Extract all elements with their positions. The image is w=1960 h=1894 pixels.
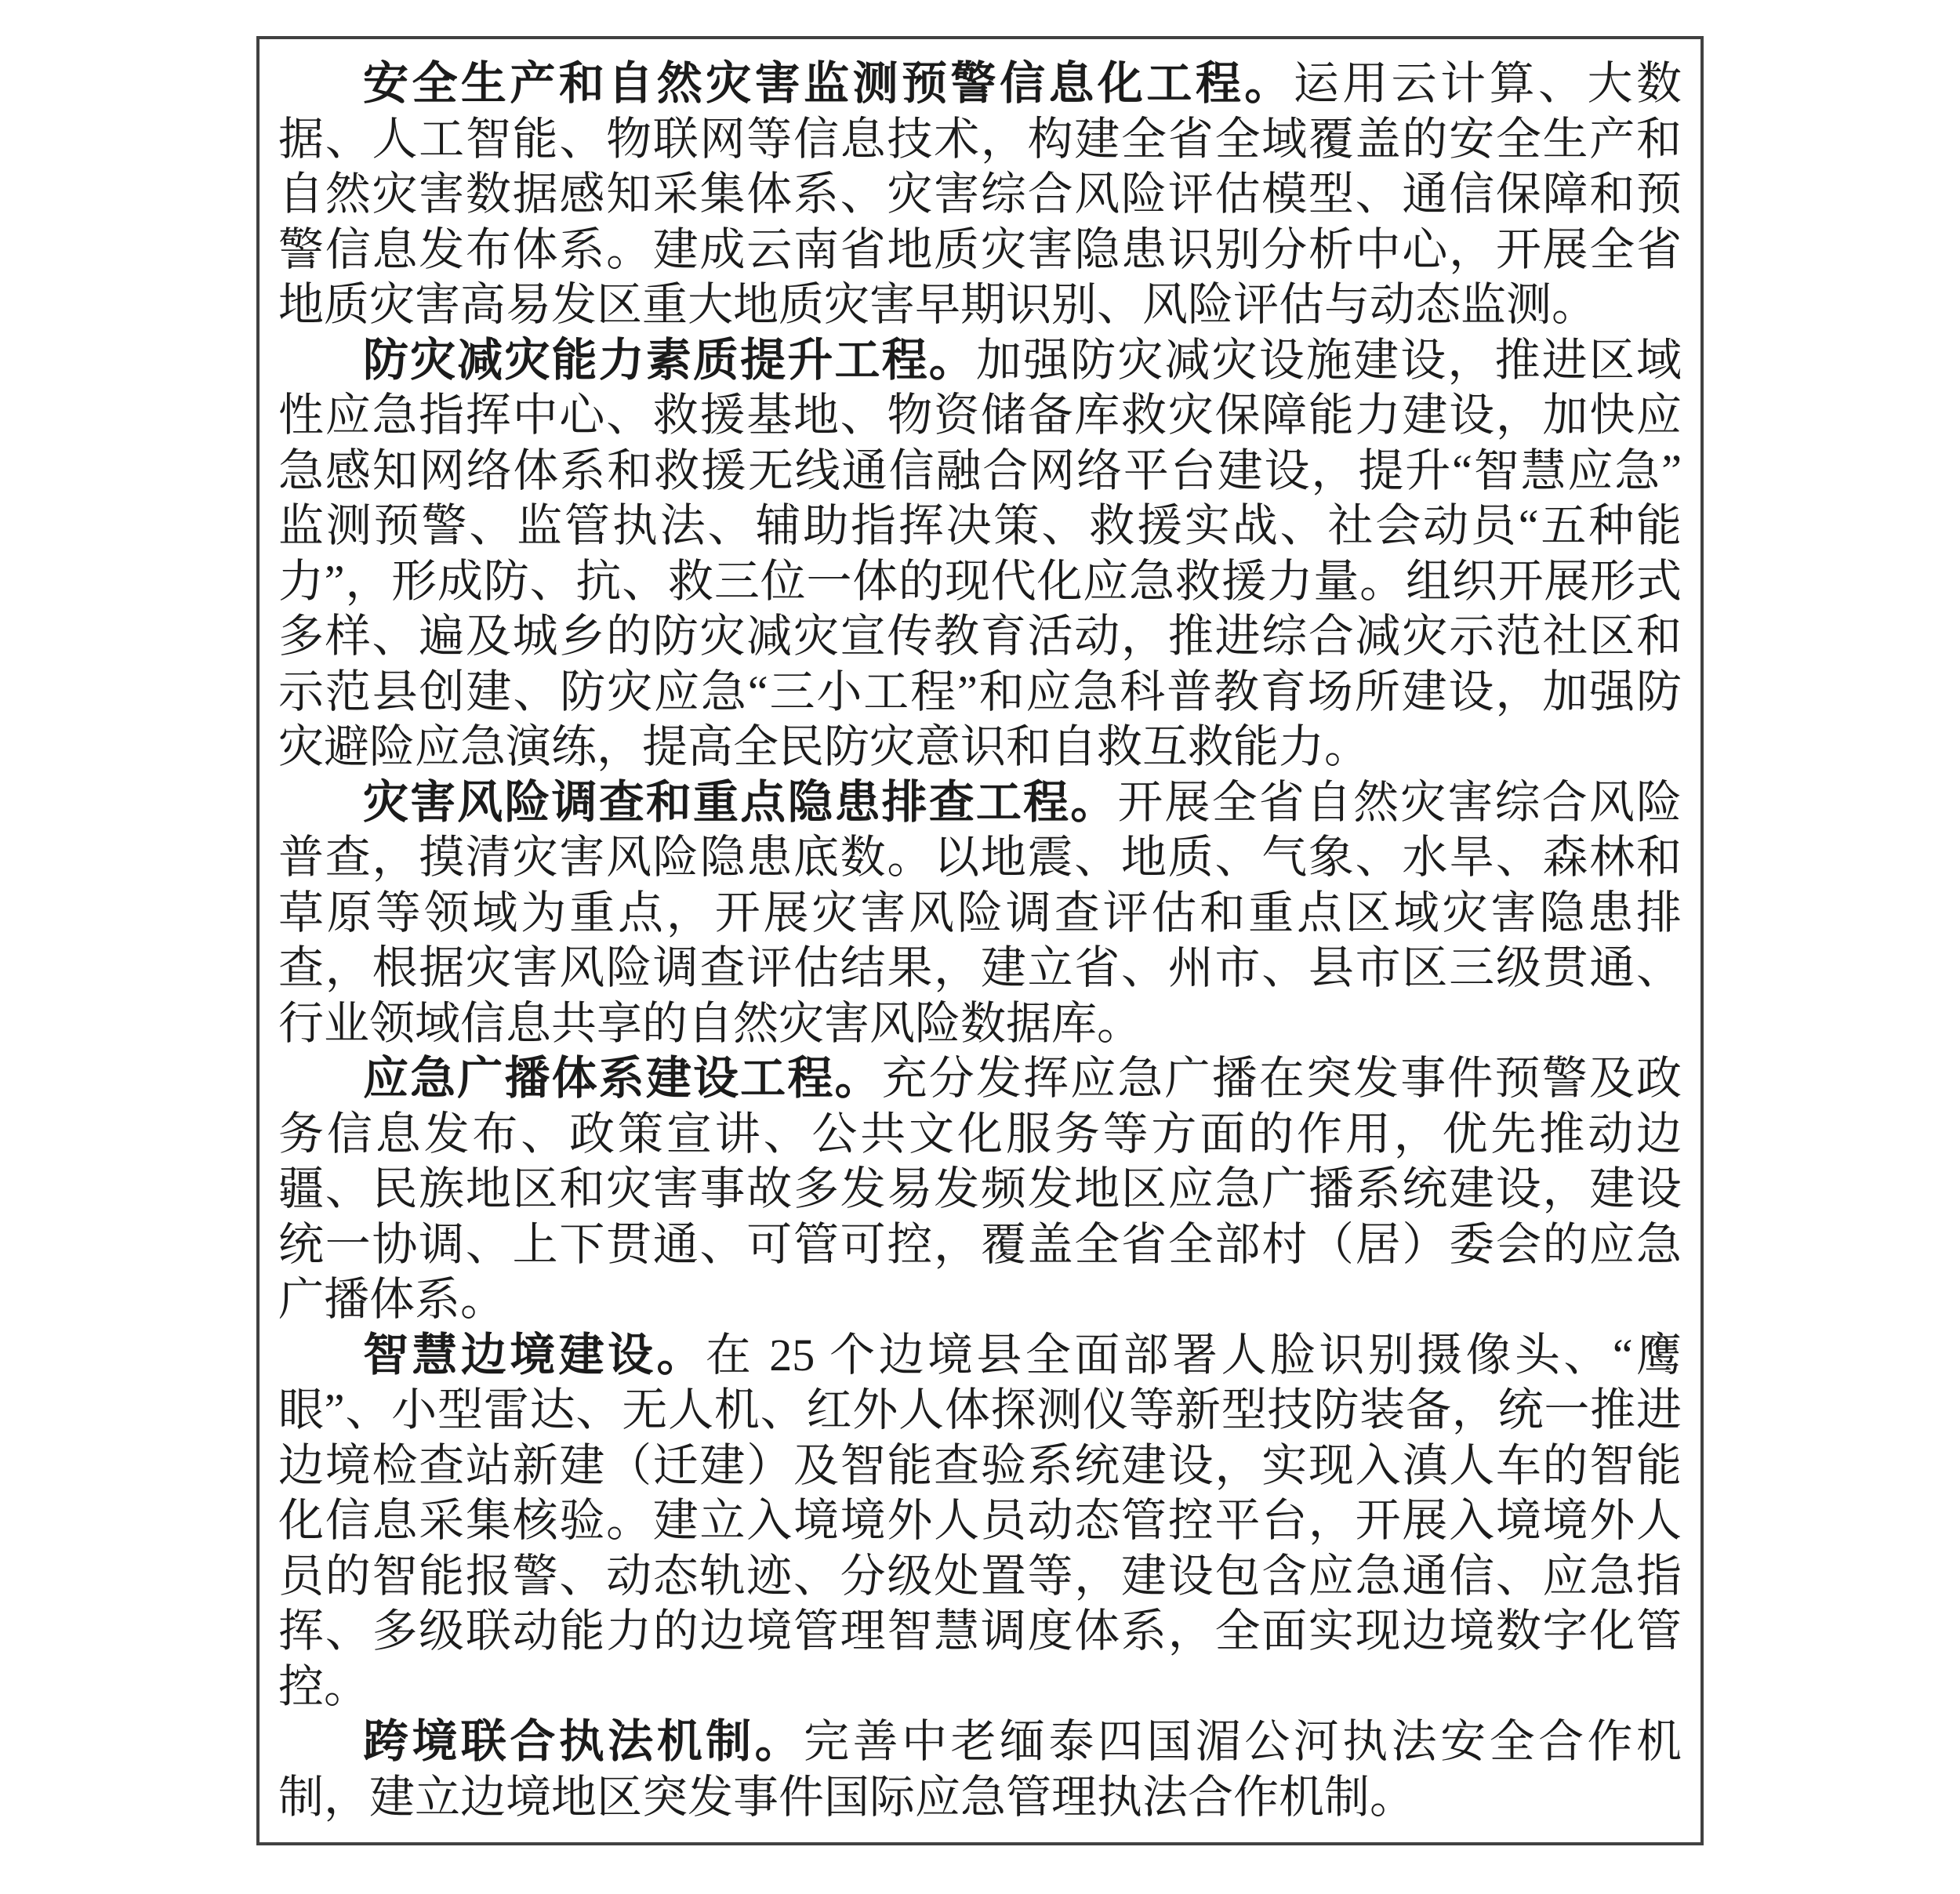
paragraph-6-lead: 跨境联合执法机制。 xyxy=(363,1716,804,1767)
paragraph-5 xyxy=(278,1328,1682,1715)
paragraph-3 xyxy=(278,775,1682,1052)
paragraph-4-body: 充分发挥应急广播在突发事件预警及政务信息发布、政策宣讲、公共文化服务等方面的作用，优先推动边疆、民族地区和灾害事故多发易发频发地区应急广播系统建设，建设统一协调、上下贯通、可管可控，覆盖全省全部村（居）委会的应急广播体系。 xyxy=(278,1053,1682,1325)
paragraph-2 xyxy=(278,333,1682,775)
document-text-area xyxy=(260,39,1700,1842)
paragraph-1 xyxy=(278,56,1682,333)
paragraph-5-lead: 智慧边境建设。 xyxy=(363,1329,706,1381)
paragraph-3-lead: 灾害风险调查和重点隐患排查工程。 xyxy=(363,776,1118,828)
paragraph-4-lead: 应急广播体系建设工程。 xyxy=(363,1053,882,1104)
paragraph-1-body: 运用云计算、大数据、人工智能、物联网等信息技术，构建全省全域覆盖的安全生产和自然灾害数据感知采集体系、灾害综合风险评估模型、通信保障和预警信息发布体系。建成云南省地质灾害隐患识别分析中心，开展全省地质灾害高易发区重大地质灾害早期识别、风险评估与动态监测。 xyxy=(278,58,1682,330)
paragraph-5-body: 在 25 个边境县全面部署人脸识别摄像头、“鹰眼”、小型雷达、无人机、红外人体探测仪等新型技防装备，统一推进边境检查站新建（迁建）及智能查验系统建设，实现入滇人车的智能化信息采集核验。建立入境境外人员动态管控平台，开展入境境外人员的智能报警、动态轨迹、分级处置等，建设包含应急通信、应急指挥、多级联动能力的边境管理智慧调度体系，全面实现边境数字化管控。 xyxy=(278,1329,1682,1712)
paragraph-2-lead: 防灾减灾能力素质提升工程。 xyxy=(363,334,976,386)
paragraph-4 xyxy=(278,1051,1682,1328)
paragraph-6-body: 完善中老缅泰四国湄公河执法安全合作机制，建立边境地区突发事件国际应急管理执法合作机制。 xyxy=(278,1716,1682,1823)
paragraph-6 xyxy=(278,1714,1682,1825)
paragraph-2-body: 加强防灾减灾设施建设，推进区域性应急指挥中心、救援基地、物资储备库救灾保障能力建设，加快应急感知网络体系和救援无线通信融合网络平台建设，提升“智慧应急”监测预警、监管执法、辅助指挥决策、救援实战、社会动员“五种能力”，形成防、抗、救三位一体的现代化应急救援力量。组织开展形式多样、遍及城乡的防灾减灾宣传教育活动，推进综合减灾示范社区和示范县创建、防灾应急“三小工程”和应急科普教育场所建设，加强防灾避险应急演练，提高全民防灾意识和自救互救能力。 xyxy=(278,334,1682,772)
paragraph-1-lead: 安全生产和自然灾害监测预警信息化工程。 xyxy=(363,58,1294,109)
paragraph-3-body: 开展全省自然灾害综合风险普查，摸清灾害风险隐患底数。以地震、地质、气象、水旱、森林和草原等领域为重点，开展灾害风险调查评估和重点区域灾害隐患排查，根据灾害风险调查评估结果，建立省、州市、县市区三级贯通、行业领域信息共享的自然灾害风险数据库。 xyxy=(278,776,1682,1049)
document-border-frame xyxy=(256,36,1704,1845)
